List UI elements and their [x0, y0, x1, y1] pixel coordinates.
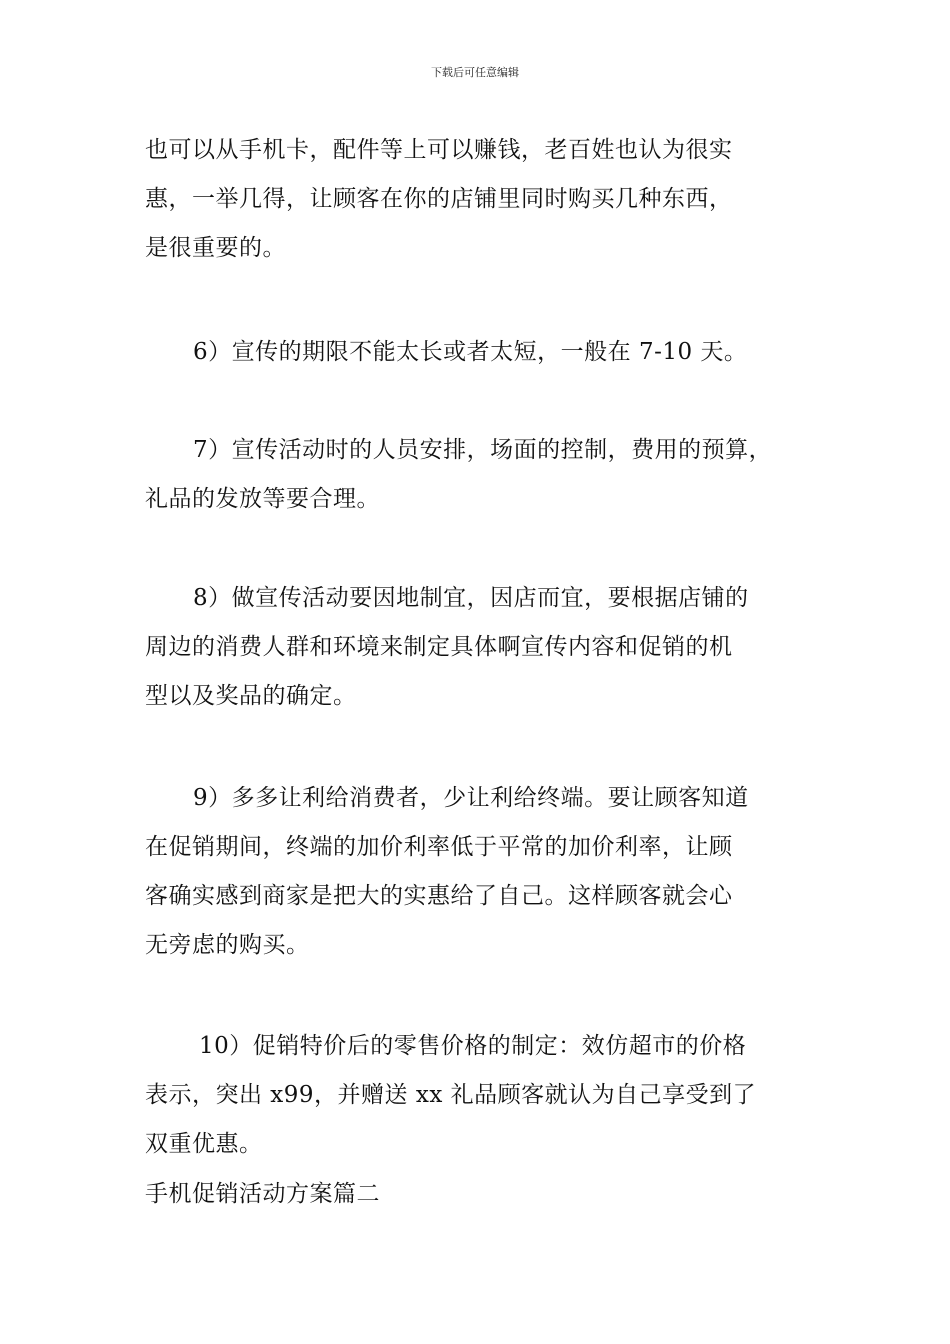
paragraph-item-6 [145, 328, 815, 377]
text-line: 9）多多让利给消费者，少让利给终端。要让顾客知道 [193, 785, 749, 811]
section-heading [145, 1170, 815, 1219]
paragraph-item-7 [145, 426, 815, 524]
paragraph-continuation [145, 126, 815, 273]
text-line: 惠，一举几得，让顾客在你的店铺里同时购买几种东西， [145, 186, 733, 212]
paragraph-item-10 [145, 1022, 815, 1169]
text-line: 6）宣传的期限不能太长或者太短，一般在 7-10 天。 [193, 339, 748, 365]
page-header: 下载后可任意编辑 [431, 66, 519, 79]
text-line: 周边的消费人群和环境来制定具体啊宣传内容和促销的机 [145, 634, 733, 660]
text-line: 双重优惠。 [145, 1131, 263, 1157]
text-line: 8）做宣传活动要因地制宜，因店而宜，要根据店铺的 [193, 585, 749, 611]
text-line: 在促销期间，终端的加价利率低于平常的加价利率，让顾 [145, 834, 733, 860]
paragraph-item-8 [145, 574, 815, 721]
text-line: 表示，突出 x99，并赠送 xx 礼品顾客就认为自己享受到了 [145, 1082, 757, 1108]
text-line: 是很重要的。 [145, 235, 286, 261]
text-line: 客确实感到商家是把大的实惠给了自己。这样顾客就会心 [145, 883, 733, 909]
paragraph-item-9 [145, 774, 815, 970]
section-title: 手机促销活动方案篇二 [145, 1181, 380, 1207]
text-line: 无旁虑的购买。 [145, 932, 310, 958]
text-line: 型以及奖品的确定。 [145, 683, 357, 709]
text-line: 也可以从手机卡，配件等上可以赚钱，老百姓也认为很实 [145, 137, 733, 163]
text-line: 10）促销特价后的零售价格的制定：效仿超市的价格 [199, 1033, 747, 1059]
text-line: 礼品的发放等要合理。 [145, 486, 380, 512]
text-line: 7）宣传活动时的人员安排，场面的控制，费用的预算， [193, 437, 773, 463]
